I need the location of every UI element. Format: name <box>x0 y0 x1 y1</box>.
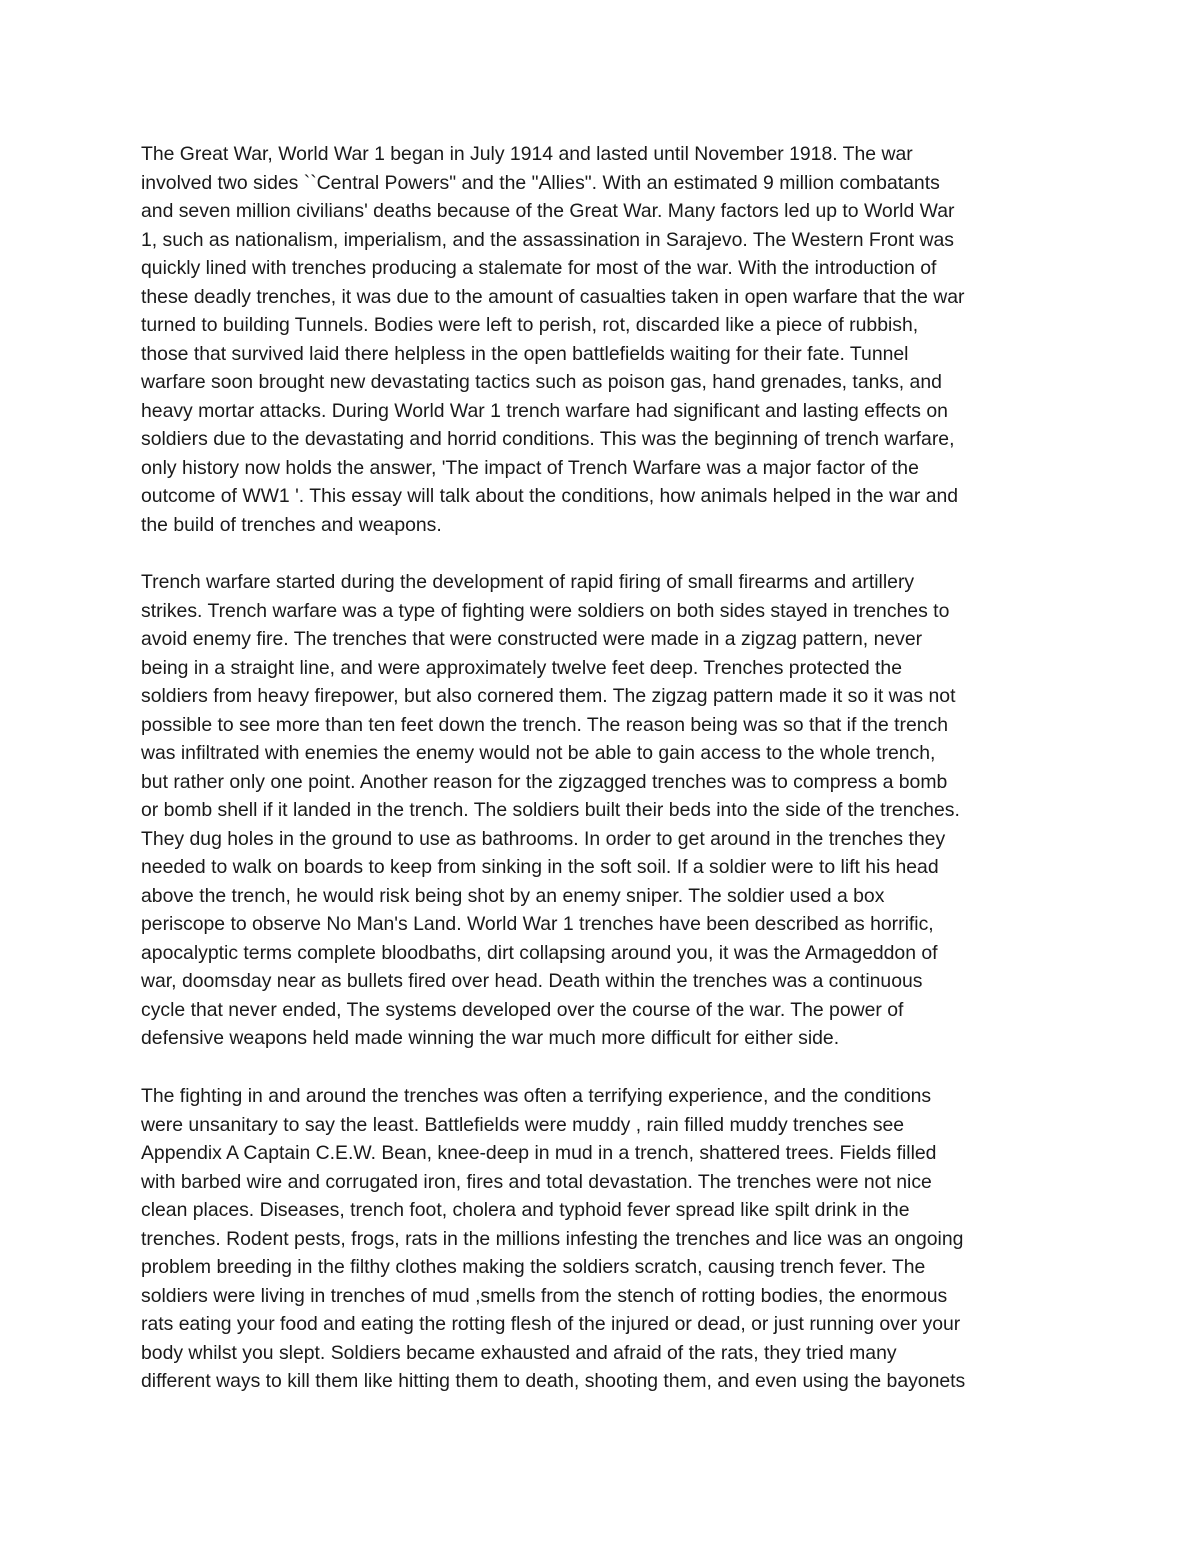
text-line: warfare soon brought new devastating tactics such as poison gas, hand grenades, tanks, and <box>141 371 942 393</box>
text-line: outcome of WW1 '. This essay will talk about the conditions, how animals helped in the war and <box>141 485 959 507</box>
text-line: involved two sides ``Central Powers" and the "Allies". With an estimated 9 million combatants <box>141 171 940 194</box>
text-line: these deadly trenches, it was due to the amount of casualties taken in open warfare that the war <box>141 285 965 308</box>
text-line: different ways to kill them like hitting them to death, shooting them, and even using the bayonets <box>141 1370 966 1392</box>
text-line: being in a straight line, and were approximately twelve feet deep. Trenches protected the <box>141 656 902 679</box>
text-line: needed to walk on boards to keep from sinking in the soft soil. If a soldier were to lift his head <box>141 856 939 878</box>
text-line: soldiers were living in trenches of mud ,smells from the stench of rotting bodies, the enormous <box>141 1284 948 1307</box>
text-line: body whilst you slept. Soldiers became exhausted and afraid of the rats, they tried many <box>141 1341 897 1364</box>
text-line: clean places. Diseases, trench foot, cholera and typhoid fever spread like spilt drink in the <box>141 1199 910 1221</box>
text-line: soldiers from heavy firepower, but also cornered them. The zigzag pattern made it so it was not <box>141 685 956 707</box>
text-line: The fighting in and around the trenches was often a terrifying experience, and the conditions <box>141 1085 932 1107</box>
text-line: the build of trenches and weapons. <box>141 513 442 536</box>
text-line: with barbed wire and corrugated iron, fires and total devastation. The trenches were not nice <box>141 1170 932 1193</box>
text-line: or bomb shell if it landed in the trench. The soldiers built their beds into the side of the trenches. <box>141 799 960 821</box>
paragraph-1 <box>141 140 1081 539</box>
text-line: Trench warfare started during the development of rapid firing of small firearms and artillery <box>141 571 915 593</box>
text-line: soldiers due to the devastating and horrid conditions. This was the beginning of trench warfare, <box>141 428 955 450</box>
text-line: above the trench, he would risk being shot by an enemy sniper. The soldier used a box <box>141 884 885 907</box>
text-line: strikes. Trench warfare was a type of fighting were soldiers on both sides stayed in trenches to <box>141 599 950 622</box>
text-line: 1, such as nationalism, imperialism, and the assassination in Sarajevo. The Western Front was <box>141 228 954 251</box>
text-line: apocalyptic terms complete bloodbaths, dirt collapsing around you, it was the Armageddon of <box>141 941 938 964</box>
text-line: avoid enemy fire. The trenches that were constructed were made in a zigzag pattern, never <box>141 628 923 650</box>
text-line: quickly lined with trenches producing a stalemate for most of the war. With the introduction of <box>141 257 937 279</box>
text-line: were unsanitary to say the least. Battlefields were muddy , rain filled muddy trenches see <box>141 1113 905 1136</box>
text-line: defensive weapons held made winning the war much more difficult for either side. <box>141 1027 840 1049</box>
text-line: heavy mortar attacks. During World War 1 trench warfare had significant and lasting effects on <box>141 399 948 422</box>
text-line: problem breeding in the filthy clothes making the soldiers scratch, causing trench fever. The <box>141 1256 926 1278</box>
text-line: The Great War, World War 1 began in July 1914 and lasted until November 1918. The war <box>141 143 913 165</box>
text-line: those that survived laid there helpless in the open battlefields waiting for their fate. Tunnel <box>141 342 909 365</box>
text-line: trenches. Rodent pests, frogs, rats in the millions infesting the trenches and lice was an ongoing <box>141 1227 964 1250</box>
text-line: Appendix A Captain C.E.W. Bean, knee-deep in mud in a trench, shattered trees. Fields filled <box>141 1142 937 1164</box>
paragraph-2 <box>141 568 1081 1053</box>
text-line: cycle that never ended, The systems developed over the course of the war. The power of <box>141 998 904 1021</box>
text-line: They dug holes in the ground to use as bathrooms. In order to get around in the trenches they <box>141 827 946 850</box>
text-line: rats eating your food and eating the rotting flesh of the injured or dead, or just running over your <box>141 1313 961 1335</box>
text-line: turned to building Tunnels. Bodies were left to perish, rot, discarded like a piece of rubbish, <box>141 314 919 336</box>
text-line: but rather only one point. Another reason for the zigzagged trenches was to compress a bomb <box>141 770 948 793</box>
paragraph-3 <box>141 1082 1081 1396</box>
text-line: possible to see more than ten feet down the trench. The reason being was so that if the trench <box>141 713 949 736</box>
text-line: periscope to observe No Man's Land. World War 1 trenches have been described as horrific, <box>141 913 934 935</box>
text-line: war, doomsday near as bullets fired over head. Death within the trenches was a continuous <box>141 970 923 992</box>
text-line: only history now holds the answer, 'The impact of Trench Warfare was a major factor of the <box>141 456 919 479</box>
text-line: and seven million civilians' deaths because of the Great War. Many factors led up to World War <box>141 200 955 222</box>
text-line: was infiltrated with enemies the enemy would not be able to gain access to the whole trench, <box>141 742 936 764</box>
